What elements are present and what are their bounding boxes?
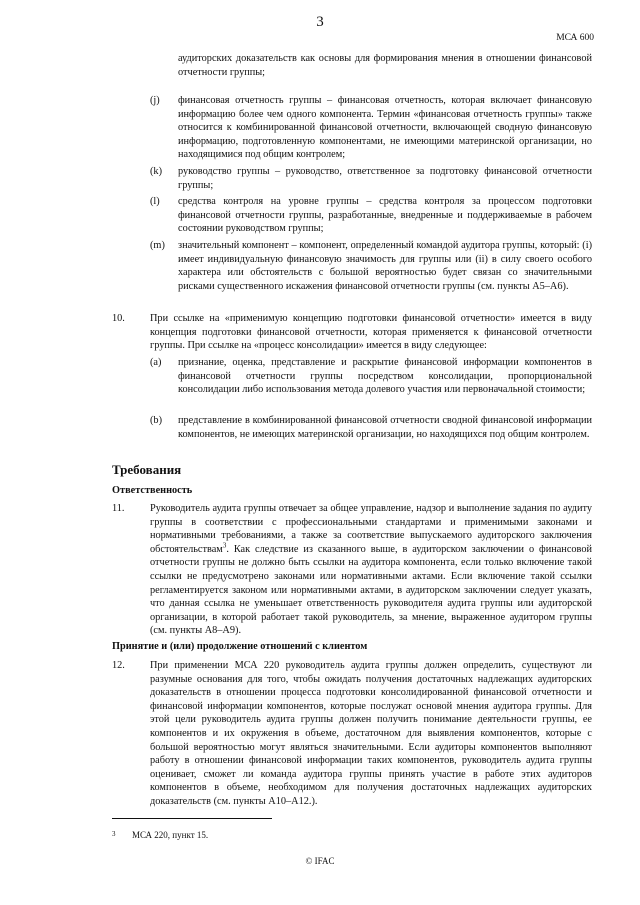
paragraph-text-part: . Как следствие из сказанного выше, в аудиторском заключении о финансовой отчетности группы не должно быть ссылки на аудитора компонента, если только включение такой ссылки не предусмотрено законами или нормативными актами. Если включение такой ссылки регламентируется законом или нормативными актами, в аудиторском заключении следует указать, что данная ссылка не уменьшает ответственность руководителя аудита группы или аудиторской организации, в которой работает такой руководитель, за мнение, выраженное аудитором группы (см. пункты А8–А9). xyxy=(150,543,592,637)
paragraph-number: 10. xyxy=(112,313,125,324)
footnote-text: МСА 220, пункт 15. xyxy=(132,830,209,840)
footnote-divider xyxy=(112,818,272,819)
paragraph-text-part: Руководитель аудита группы отвечает за общее управление, надзор и выполнение задания по аудиту группы в соответствии с профессиональными стандартами и применимыми законами и нормативными требованиями, а также за соответствие выпускаемого аудиторского заключения обстоятельствам xyxy=(150,503,592,555)
paragraph-text xyxy=(150,502,592,638)
footnote-ref[interactable]: 3 xyxy=(222,541,227,550)
definition-text: средства контроля на уровне группы – средства контроля за процессом подготовки финансовой отчетности группы, разработанные, внедренные и поддерживаемые в рабочем состоянии руководством группы; xyxy=(178,196,592,235)
paragraph-10 xyxy=(112,312,592,353)
definition-text: руководство группы – руководство, ответственное за подготовку финансовой отчетности группы; xyxy=(178,166,592,191)
definition-text: финансовая отчетность группы – финансовая отчетность, которая включает финансовую информацию более чем одного компонента. Термин «финансовая отчетность группы» также относится к комбинированной финансовой отчетности, включающей сводную финансовую информацию, подготовленную компонентами, не имеющими материнской организации, но находящимися под общим контролем; xyxy=(178,95,592,161)
definition-j xyxy=(150,94,592,162)
definition-label: (j) xyxy=(150,95,160,106)
copyright-footer: © IFAC xyxy=(305,856,335,866)
definition-l xyxy=(150,195,592,236)
paragraph-12 xyxy=(112,659,592,809)
definition-label: (l) xyxy=(150,196,160,207)
paragraph-11 xyxy=(112,502,592,638)
paragraph-text: При ссылке на «применимую концепцию подготовки финансовой отчетности» имеется в виду концепция подготовки финансовой отчетности, которая применяется к финансовой отчетности группы. При ссылке на «процесс консолидации» имеется в виду следующее: xyxy=(150,313,592,352)
intro-text: аудиторских доказательств как основы для формирования мнения в отношении финансовой отчетности группы; xyxy=(178,53,592,78)
item-text: представление в комбинированной финансовой отчетности сводной финансовой информации компонентов, не имеющих материнской организации, но находящихся под общим контролем. xyxy=(178,415,592,440)
subsection-title-responsibility: Ответственность xyxy=(112,485,193,496)
page-number: 3 xyxy=(316,14,324,30)
definition-m xyxy=(150,239,592,293)
footnote xyxy=(112,830,208,840)
subsection-title-acceptance: Принятие и (или) продолжение отношений с клиентом xyxy=(112,641,368,652)
item-text: признание, оценка, представление и раскрытие финансовой информации компонентов в финансовой отчетности группы посредством консолидации, пропорциональной консолидации либо использования метода долевого участия или первоначальной стоимости; xyxy=(178,357,592,396)
paragraph-number: 11. xyxy=(112,503,125,514)
item-label: (a) xyxy=(150,357,162,368)
definition-k xyxy=(150,165,592,192)
section-title: Требования xyxy=(112,462,182,477)
document-code: МСА 600 xyxy=(556,33,594,43)
item-label: (b) xyxy=(150,415,163,426)
paragraph-10-item-b xyxy=(150,414,592,441)
paragraph-number: 12. xyxy=(112,660,125,671)
definition-text: значительный компонент – компонент, определенный командой аудитора группы, который: (i) имеет индивидуальную финансовую значимость для группы или (ii) в силу своего особого характера или обстоятельств с большой вероятностью будет связан со значительными рисками существенного искажения финансовой отчетности группы (см. пункты А5–А6). xyxy=(178,240,592,292)
paragraph-text: При применении МСА 220 руководитель аудита группы должен определить, существуют ли разумные основания для того, чтобы ожидать получения достаточных надлежащих аудиторских доказательств в отношении процесса подготовки консолидированной финансовой отчетности и финансовой информации компонентов, которые послужат основой мнения аудитора группы. Для этой цели руководитель аудита группы должен получить понимание деятельности группы, ее компонентов и их окружения в объеме, достаточном для выявления компонентов, которые с большой вероятностью могут являться значительными. Если аудиторы компонентов выполняют работу в отношении финансовой информации таких компонентов, руководитель аудита группы оценивает, сможет ли команда аудитора группы принять участие в работе этих аудиторов компонентов в объеме, необходимом для получения достаточных надлежащих аудиторских доказательств (см. пункты А10–А12.). xyxy=(150,660,592,807)
paragraph-10-item-a xyxy=(150,356,592,397)
definition-label: (m) xyxy=(150,240,165,251)
definition-label: (k) xyxy=(150,166,163,177)
footnote-mark: 3 xyxy=(112,830,116,838)
